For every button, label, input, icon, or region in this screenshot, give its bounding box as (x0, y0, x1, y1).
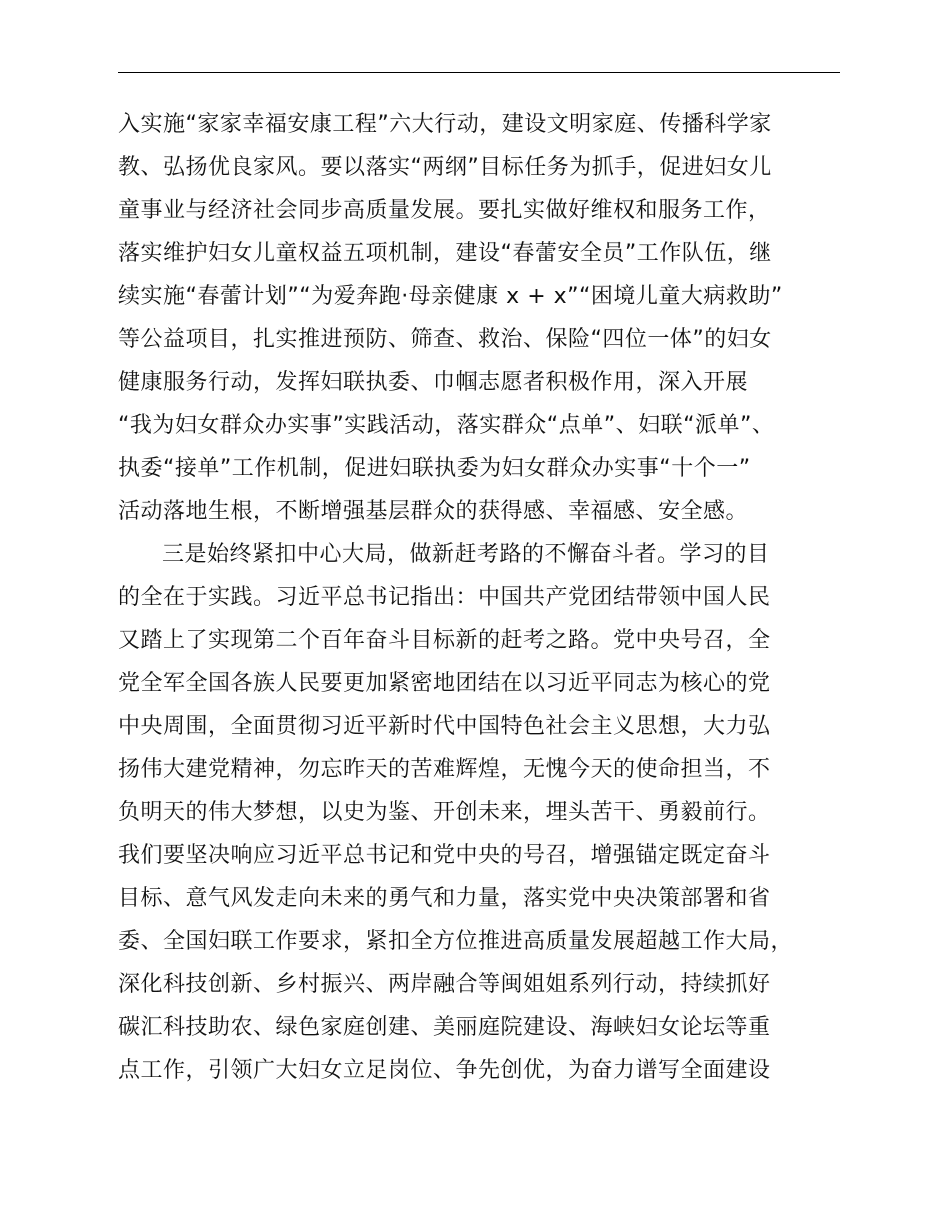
header-rule (118, 72, 840, 73)
text-line: 的全在于实践。习近平总书记指出：中国共产党团结带领中国人民 (118, 585, 771, 610)
text-line: 党全军全国各族人民要更加紧密地团结在以习近平同志为核心的党 (118, 671, 771, 696)
text-line: 等公益项目，扎实推进预防、筛查、救治、保险“四位一体”的妇女 (118, 327, 772, 352)
text-line: 又踏上了实现第二个百年奋斗目标新的赶考之路。党中央号召，全 (118, 628, 771, 653)
text-line: 点工作，引领广大妇女立足岗位、争先创优，为奋力谱写全面建设 (118, 1058, 771, 1083)
text-line: 入实施“家家幸福安康工程”六大行动，建设文明家庭、传播科学家 (118, 112, 772, 137)
text-line: 落实维护妇女儿童权益五项机制，建设“春蕾安全员”工作队伍，继 (118, 241, 772, 266)
text-line: 负明天的伟大梦想，以史为鉴、开创未来，埋头苦干、勇毅前行。 (118, 800, 771, 825)
text-line: 深化科技创新、乡村振兴、两岸融合等闽姐姐系列行动，持续抓好 (118, 972, 771, 997)
text-line: 健康服务行动，发挥妇联执委、巾帼志愿者积极作用，深入开展 (118, 370, 749, 395)
text-line: 碳汇科技助农、绿色家庭创建、美丽庭院建设、海峡妇女论坛等重 (118, 1015, 771, 1040)
text-line: 我们要坚决响应习近平总书记和党中央的号召，增强锚定既定奋斗 (118, 843, 771, 868)
paragraph-start-line: 三是始终紧扣中心大局，做新赶考路的不懈奋斗者。学习的目 (162, 542, 770, 567)
text-line: 目标、意气风发走向未来的勇气和力量，落实党中央决策部署和省 (118, 886, 771, 911)
text-line: “我为妇女群众办实事”实践活动，落实群众“点单”、妇联“派单”、 (118, 413, 775, 438)
text-line: 童事业与经济社会同步高质量发展。要扎实做好维权和服务工作， (118, 198, 771, 223)
text-line: 续实施“春蕾计划”“为爱奔跑·母亲健康 x + x”“困境儿童大病救助” (118, 284, 783, 309)
body-text (118, 103, 858, 1092)
text-line: 教、弘扬优良家风。要以落实“两纲”目标任务为抓手，促进妇女儿 (118, 155, 772, 180)
text-line: 委、全国妇联工作要求，紧扣全方位推进高质量发展超越工作大局， (118, 929, 794, 954)
text-line: 执委“接单”工作机制，促进妇联执委为妇女群众办实事“十个一” (118, 456, 751, 481)
text-line: 活动落地生根，不断增强基层群众的获得感、幸福感、安全感。 (118, 499, 749, 524)
text-line: 扬伟大建党精神，勿忘昨天的苦难辉煌，无愧今天的使命担当，不 (118, 757, 771, 782)
text-line: 中央周围，全面贯彻习近平新时代中国特色社会主义思想，大力弘 (118, 714, 771, 739)
